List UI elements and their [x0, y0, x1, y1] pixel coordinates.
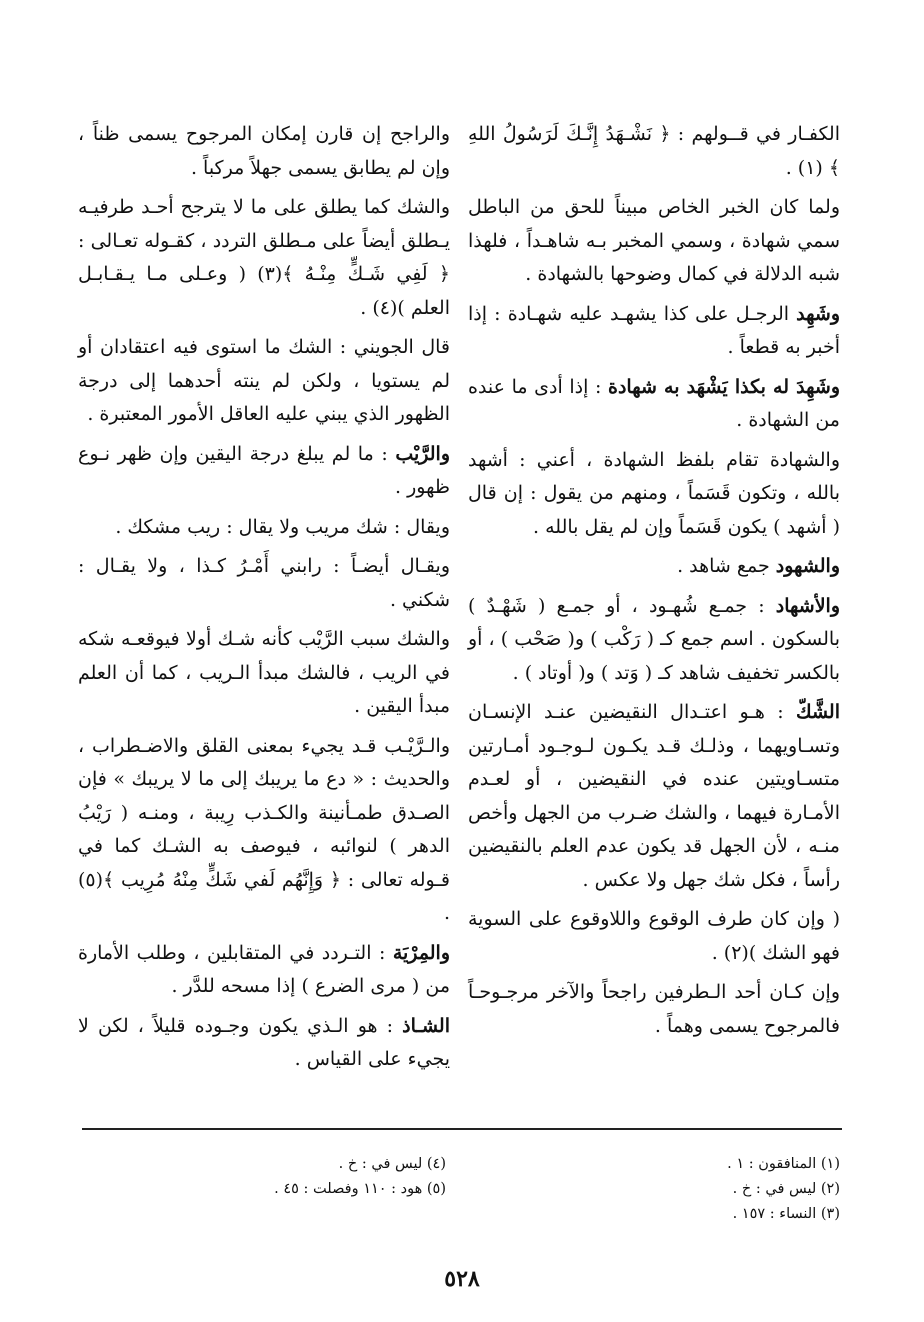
footnotes-right: [500, 1152, 840, 1227]
paragraph-text: الرجـل على كذا يشهـد عليه شهـادة : إذا أخبر به قطعاً .: [468, 302, 840, 358]
left-text-column: [78, 118, 450, 1083]
paragraph-text: والـرَّيْـب قـد يجيء بمعنى القلق والاضـطراب ، والحديث : « دع ما يريبك إلى ما لا يريبك » فإن الصـدق طمـأنينة والكـذب رِيبة ، ومنـه ( رَيْبُ الدهر ) لنوائبه ، فيوصف به الشـك كما في قـوله تعالى : ﴿ وَإِنَّهُم لَفي شَكٍّ مِنْهُ مُرِيب ﴾(٥) .: [78, 734, 450, 924]
paragraph-text: : التـردد في المتقابلين ، وطلب الأمارة من ( مرى الضرع ) إذا مسحه للدَّر .: [78, 941, 450, 997]
paragraph: [468, 903, 840, 970]
term-heading: والشهود: [775, 555, 840, 577]
term-heading: الشَّكّ: [795, 701, 840, 723]
paragraph: [468, 298, 840, 365]
term-heading: والرَّيْب: [395, 442, 450, 465]
paragraph: [78, 1010, 450, 1077]
paragraph-text: الكفـار في قــولهم : ﴿ نَشْـهَدُ إِنَّـكَ لَرَسُولُ اللهِ ﴾ (١) .: [468, 123, 840, 179]
paragraph-text: ويقال : شك مريب ولا يقال : ريب مشكك .: [115, 515, 450, 538]
paragraph-text: ويقـال أيضـاً : رابني أَمْـرُ كـذا ، ولا يقـال : شكني .: [78, 555, 450, 611]
paragraph: [78, 623, 450, 724]
paragraph: [78, 438, 450, 505]
page-number: ٥٢٨: [444, 1266, 480, 1292]
paragraph-text: جمع شاهد .: [677, 555, 776, 577]
footnote: (٥) هود : ١١٠ وفصلت : ٤٥ .: [274, 1181, 446, 1197]
paragraph-text: : ما لم يبلغ درجة اليقين وإن ظهر نـوع ظهور .: [78, 442, 450, 498]
paragraph: [78, 730, 450, 931]
footnote-divider: [82, 1128, 842, 1130]
paragraph: [468, 191, 840, 292]
paragraph: [468, 590, 840, 691]
footnote: (٤) ليس في : خ .: [338, 1156, 446, 1172]
paragraph: [468, 976, 840, 1043]
paragraph: [468, 118, 840, 185]
paragraph: [78, 191, 450, 325]
term-heading: والمِرْيَة: [392, 941, 450, 964]
term-heading: وشَهِدَ له بكذا يَشْهَد به شهادة: [607, 375, 840, 398]
paragraph: [78, 550, 450, 617]
term-heading: الشـاذ: [402, 1014, 450, 1037]
paragraph: [468, 371, 840, 438]
paragraph-text: والشهادة تقام بلفظ الشهادة ، أعني : أشهد بالله ، وتكون قَسَماً ، ومنهم من يقول : إن قال ( أشهد ) يكون قَسَماً وإن لم يقل بالله .: [468, 448, 840, 538]
paragraph: [468, 696, 840, 897]
paragraph-text: وإن كـان أحد الـطرفين راجحاً والآخر مرجـوحـاً فالمرجوح يسمى وهماً .: [468, 981, 840, 1037]
footnotes-left: [106, 1152, 446, 1202]
footnote: (٢) ليس في : خ .: [732, 1181, 840, 1197]
paragraph-text: قال الجويني : الشك ما استوى فيه اعتقادان أو لم يستويا ، ولكن لم ينته أحدهما إلى درجة الظهور الذي يبني عليه العاقل الأمور المعتبرة .: [78, 336, 450, 425]
paragraph: [78, 118, 450, 185]
paragraph-text: : جمـع شُهـود ، أو جمـع ( شَهْـدٌ ) بالسكون . اسم جمع كـ ( رَكْب ) و( صَحْب ) ، أو بالكسر تخفيف شاهد كـ ( وَتد ) و( أوتاد ) .: [468, 594, 840, 684]
footnote: (٣) النساء : ١٥٧ .: [732, 1206, 840, 1222]
paragraph-text: : هـو اعتـدال النقيضين عنـد الإنسـان وتسـاويهما ، وذلـك قـد يكـون لـوجـود أمـارتين متسـاويتين عنده في النقيضين ، أو لعـدم الأمـارة فيهما ، والشك ضـرب من الجهل وأخص منـه ، لأن الجهل قد يكون عدم العلم بالنقيضين رأساً ، فكل شك جهل ولا عكس .: [468, 701, 840, 891]
paragraph-text: : إذا أدى ما عنده من الشهادة .: [468, 375, 840, 431]
paragraph-text: ولما كان الخبر الخاص مبيناً للحق من الباطل سمي شهادة ، وسمي المخبر بـه شاهـداً ، فلهذا شبه الدلالة في كمال وضوحها بالشهادة .: [468, 196, 840, 285]
paragraph-text: : هو الـذي يكون وجـوده قليلاً ، لكن لا يجيء على القياس .: [78, 1014, 450, 1070]
paragraph-text: ( وإن كان طرف الوقوع واللاوقوع على السوية فهو الشك )(٢) .: [468, 908, 840, 964]
footnote: (١) المنافقون : ١ .: [727, 1156, 840, 1172]
paragraph-text: والشك سبب الرَّيْب كأنه شـك أولا فيوقعـه شكه في الريب ، فالشك مبدأ الـريب ، كما أن العلم مبدأ اليقين .: [78, 628, 450, 717]
paragraph-text: والشك كما يطلق على ما لا يترجح أحـد طرفيـه يـطلق أيضاً على مـطلق التردد ، كقـوله تعـالى : ﴿ لَفِي شَـكٍّ مِنْـهُ ﴾(٣) ( وعـلى مـا يـقـابـل العلم )(٤) .: [78, 196, 450, 319]
paragraph: [468, 444, 840, 545]
paragraph: [468, 550, 840, 584]
paragraph: [78, 511, 450, 545]
term-heading: وشَهِد: [796, 302, 840, 325]
right-text-column: [468, 118, 840, 1049]
paragraph-text: والراجح إن قارن إمكان المرجوح يسمى ظناً ، وإن لم يطابق يسمى جهلاً مركباً .: [78, 123, 450, 179]
paragraph: [78, 331, 450, 432]
paragraph: [78, 937, 450, 1004]
term-heading: والأشهاد: [775, 594, 840, 617]
